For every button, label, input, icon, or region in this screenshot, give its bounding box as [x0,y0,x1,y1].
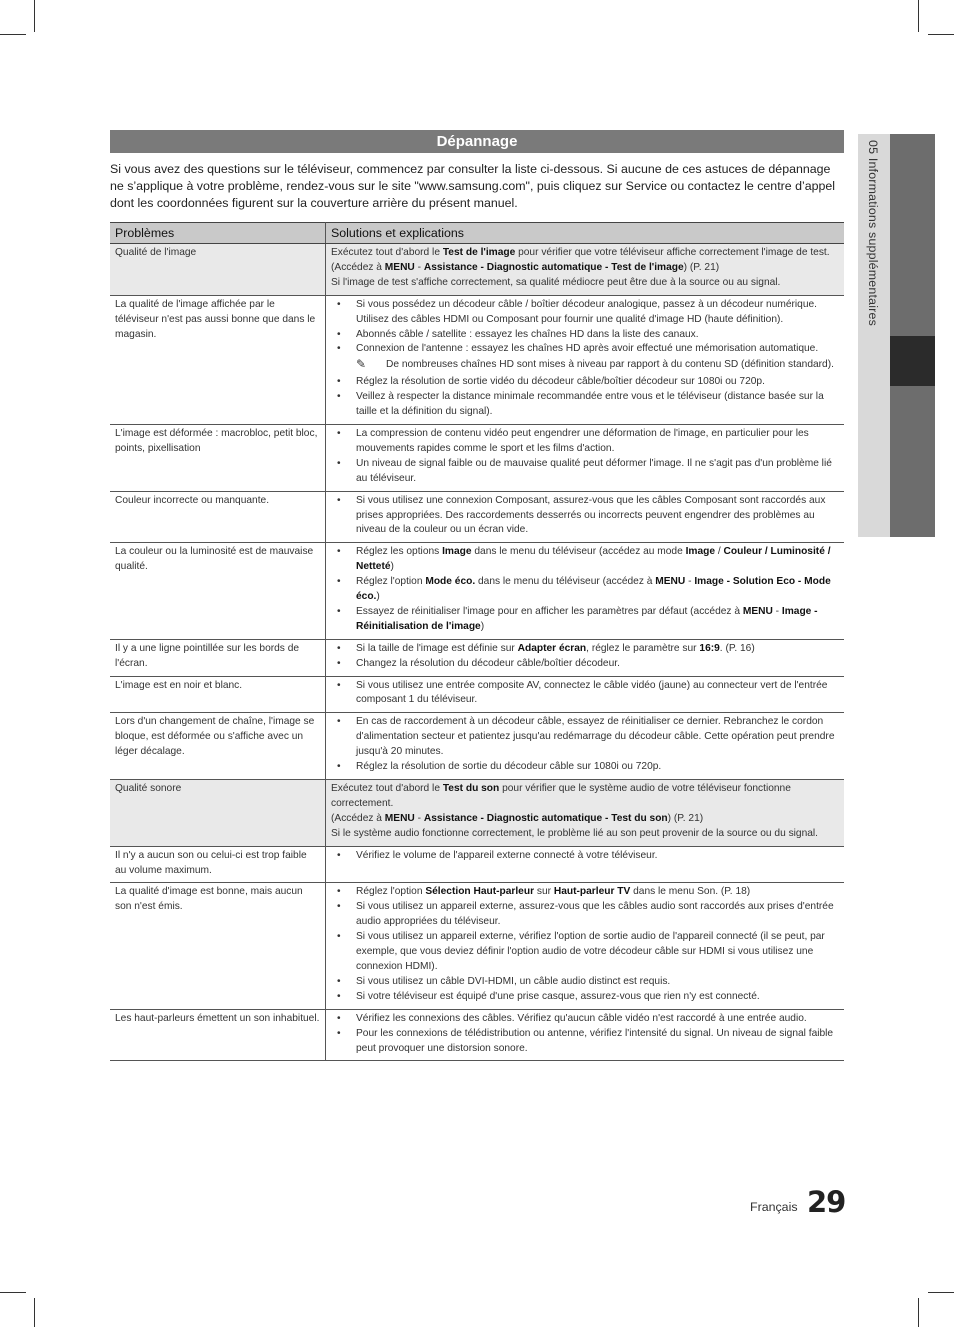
text-run: Veillez à respecter la distance minimale recommandée entre vous et le téléviseur (distance basée sur la taille et la définition du signal). [356,391,824,418]
table-row [110,244,844,296]
text-run: ) (P. 21) [683,261,720,273]
footer-language: Français [750,1200,798,1214]
table-row [110,713,844,780]
crop-mark [34,1298,35,1327]
text-run: Un niveau de signal faible ou de mauvaise qualité peut déformer l'image. Il ne s'agit pas d'un problème lié au téléviseur. [356,457,832,484]
bold-term: MENU [384,261,415,273]
solution-paragraph [331,246,839,261]
problem-cell: La qualité d'image est bonne, mais aucun son n'est émis. [110,883,326,1009]
text-run: - [414,261,424,273]
text-run: Pour les connexions de télédistribution ou antenne, vérifiez l'intensité du signal. Un niveau de signal faible peut provoquer une distorsion sonore. [356,1027,834,1054]
text-run: Réglez les options [356,546,443,558]
table-row [110,543,844,639]
bold-term: Mode éco. [425,576,476,588]
problem-cell: Il n'y a aucun son ou celui-ci est trop faible au volume maximum. [110,846,326,883]
text-run: Réglez la résolution de sortie du décodeur câble sur 1080i ou 720p. [356,761,662,773]
table-row [110,883,844,1009]
solution-list [331,642,839,672]
bold-term: 16:9 [699,642,720,654]
solution-cell [326,491,845,543]
crop-mark [0,1292,26,1293]
bold-term: MENU [742,605,773,617]
problem-cell: Les haut-parleurs émettent un son inhabituel. [110,1009,326,1061]
bold-term: Image [442,546,472,558]
intro-paragraph: Si vous avez des questions sur le téléviseur, commencez par consulter la liste ci-dessous. Si aucune de ces astuces de dépannage ne s’applique à votre problème, rendez-vous sur le site "www.samsung.com", puis cliquez sur Service ou contactez le centre d’appel dont les coordonnées figurent sur la couverture arrière du présent manuel. [110,162,836,210]
list-item [331,390,839,420]
text-run: Si la taille de l'image est définie sur [356,642,518,654]
solution-paragraph [331,827,839,842]
problem-cell: Qualité de l'image [110,244,326,296]
bold-term: Image - Solution Eco - Mode éco. [356,576,831,603]
text-run: - [414,812,424,824]
problem-cell: La couleur ou la luminosité est de mauvaise qualité. [110,543,326,639]
text-run: Si l'image de test s'affiche correctement, sa qualité médiocre peut être due à la source ou au signal. [331,276,781,288]
solution-cell [326,244,845,296]
table-row [110,1009,844,1061]
list-item [331,930,839,975]
header-problems: Problèmes [110,223,326,244]
solution-list [331,298,839,420]
problem-cell: L'image est en noir et blanc. [110,676,326,713]
table-header-row [110,223,844,244]
list-item [331,885,839,900]
text-run: Abonnés câble / satellite : essayez les chaînes HD dans la liste des canaux. [356,328,699,340]
text-run: Si vous utilisez une entrée composite AV, connectez le câble vidéo (jaune) au connecteur vert de l'entrée composant 1 du téléviseur. [356,679,828,706]
page-number: 29 [807,1185,846,1219]
header-solutions: Solutions et explications [326,223,845,244]
bold-term: MENU [655,576,686,588]
solution-cell [326,424,845,491]
text-run: ) [376,591,380,603]
bold-term: Image - Réinitialisation de l'image [356,605,818,632]
text-run: dans le menu Son. (P. 18) [630,886,751,898]
bold-term: Test de l'image [442,247,516,258]
list-item [331,715,839,760]
list-item [331,760,839,775]
text-run: Exécutez tout d'abord le [331,247,443,258]
text-run: . (P. 16) [719,642,755,654]
problem-cell: Couleur incorrecte ou manquante. [110,491,326,543]
text-run: (Accédez à [331,261,385,273]
list-item [331,457,839,487]
crop-mark [34,0,35,32]
table-row [110,424,844,491]
text-run: Vérifiez le volume de l'appareil externe connecté à votre téléviseur. [356,849,658,861]
solution-list [331,679,839,709]
text-run: Si vous possédez un décodeur câble / boîtier décodeur analogique, passez à un décodeur numérique. Utilisez des câbles HDMI ou Composant pour fournir une qualité d'image HD (haute définition). [356,298,818,325]
table-row [110,491,844,543]
solution-paragraph [331,261,839,276]
table-row [110,676,844,713]
text-run: ) (P. 21) [667,812,704,824]
troubleshooting-table [110,222,844,1061]
solution-list [331,885,839,1004]
bold-term: Assistance - Diagnostic automatique - Test de l'image [423,261,684,273]
text-run: Si vous utilisez un appareil externe, assurez-vous que les câbles audio sont raccordés aux prises d'entrée audio appropriées du téléviseur. [356,901,834,928]
note-item [331,358,839,373]
text-run: Si le système audio fonctionne correctement, le problème lié au son peut provenir de la source ou du signal. [331,827,819,839]
side-tab-label: 05 Informations supplémentaires [866,140,880,326]
text-run: pour vérifier que le système audio de votre téléviseur fonctionne correctement. [331,783,791,809]
bold-term: Haut-parleur TV [553,886,631,898]
list-item [331,990,839,1005]
problem-cell: La qualité de l'image affichée par le téléviseur n'est pas aussi bonne que dans le magasin. [110,295,326,424]
section-title: Dépannage [110,130,844,153]
solution-paragraph [331,782,839,812]
solution-list [331,1012,839,1057]
text-run: Réglez l'option [356,886,426,898]
solution-cell [326,295,845,424]
side-tab-marker [890,336,935,386]
solution-cell [326,1009,845,1061]
crop-mark [918,1298,919,1327]
table-body [110,244,844,1061]
list-item [331,849,839,864]
text-run: La compression de contenu vidéo peut engendrer une déformation de l'image, en particulier pour les mouvements rapides comme le sport et les films d'action. [356,427,809,454]
list-item [331,605,839,635]
list-item [331,975,839,990]
solution-cell [326,883,845,1009]
solution-cell [326,543,845,639]
bold-term: Couleur / Luminosité / Netteté [356,546,831,573]
text-run: Si vous utilisez un appareil externe, vérifiez l'option de sortie audio de l'appareil connecté (il se peut, par exemple, que vous deviez définir l'option audio de votre décodeur câble sur HDMI si vous utilisez une connexion HDMI). [356,931,825,972]
solution-paragraph [331,812,839,827]
table-row [110,295,844,424]
list-item [331,545,839,575]
list-item [331,1027,839,1057]
text-run: Si votre téléviseur est équipé d'une prise casque, assurez-vous que rien n'y est connecté. [356,990,760,1002]
problem-cell: Lors d'un changement de chaîne, l'image se bloque, est déformée ou s'affiche avec un léger décalage. [110,713,326,780]
solution-cell [326,713,845,780]
text-run: ) [390,561,394,573]
crop-mark [928,34,954,35]
problem-cell: L'image est déformée : macrobloc, petit bloc, points, pixellisation [110,424,326,491]
table-row [110,639,844,676]
text-run: dans le menu du téléviseur (accédez au mode [471,546,686,558]
text-run: Réglez la résolution de sortie vidéo du décodeur câble/boîtier décodeur sur 1080i ou 720p. [356,376,765,388]
text-run: - [685,576,695,588]
bold-term: MENU [384,812,415,824]
solution-list [331,427,839,487]
text-run: - [772,605,782,617]
list-item [331,494,839,539]
list-item [331,298,839,328]
solution-list [331,545,839,634]
text-run: Connexion de l'antenne : essayez les chaînes HD après avoir effectué une mémorisation automatique. [356,343,819,355]
bold-term: Assistance - Diagnostic automatique - Test du son [423,812,668,824]
list-item [331,642,839,657]
text-run: Changez la résolution du décodeur câble/boîtier décodeur. [356,657,620,669]
solution-cell [326,846,845,883]
note-text: De nombreuses chaînes HD sont mises à niveau par rapport à du contenu SD (définition standard). [386,359,834,371]
solution-list [331,494,839,539]
text-run: Si vous utilisez une connexion Composant, assurez-vous que les câbles Composant sont raccordés aux prises appropriées. Des raccordements desserrés ou incorrects peuvent engendrer des problèmes au niveau de la couleur ou un écran vide. [356,494,826,536]
text-run: / [715,546,724,558]
solution-cell [326,639,845,676]
text-run: dans le menu du téléviseur (accédez à [475,576,656,588]
list-item [331,427,839,457]
solution-cell [326,780,845,847]
bold-term: Image [685,546,716,558]
text-run: , réglez le paramètre sur [586,642,700,654]
problem-cell: Qualité sonore [110,780,326,847]
list-item [331,342,839,357]
crop-mark [0,34,26,35]
bold-term: Adapter écran [517,642,587,654]
crop-mark [918,0,919,32]
pencil-note-icon: ✎ [356,357,367,372]
list-item [331,575,839,605]
text-run: pour vérifier que votre téléviseur affiche correctement l'image de test. [515,247,830,258]
text-run: En cas de raccordement à un décodeur câble, essayez de réinitialiser ce dernier. Rebranchez le cordon d'alimentation secteur et patientez jusqu'au redémarrage du décodeur câble. Cette opération peut prendre jusqu'à 20 minutes. [356,716,835,758]
list-item [331,328,839,343]
solution-list [331,849,839,864]
text-run: sur [534,886,554,898]
solution-paragraph [331,276,839,291]
bold-term: Test du son [442,783,500,794]
table-row [110,846,844,883]
problem-cell: Il y a une ligne pointillée sur les bords de l'écran. [110,639,326,676]
solution-cell [326,676,845,713]
list-item [331,375,839,390]
text-run: Essayez de réinitialiser l'image pour en afficher les paramètres par défaut (accédez à [356,605,743,617]
text-run: Réglez l'option [356,576,426,588]
crop-mark [928,1292,954,1293]
text-run: Vérifiez les connexions des câbles. Vérifiez qu'aucun câble vidéo n'est raccordé à une entrée audio. [356,1012,807,1024]
text-run: ) [480,620,485,632]
list-item [331,679,839,709]
list-item [331,1012,839,1027]
list-item [331,657,839,672]
text-run: Si vous utilisez un câble DVI-HDMI, un câble audio distinct est requis. [356,975,671,987]
solution-list [331,715,839,775]
text-run: (Accédez à [331,812,385,824]
text-run: Exécutez tout d'abord le [331,783,443,794]
list-item [331,900,839,930]
table-row [110,780,844,847]
bold-term: Sélection Haut-parleur [425,886,535,898]
